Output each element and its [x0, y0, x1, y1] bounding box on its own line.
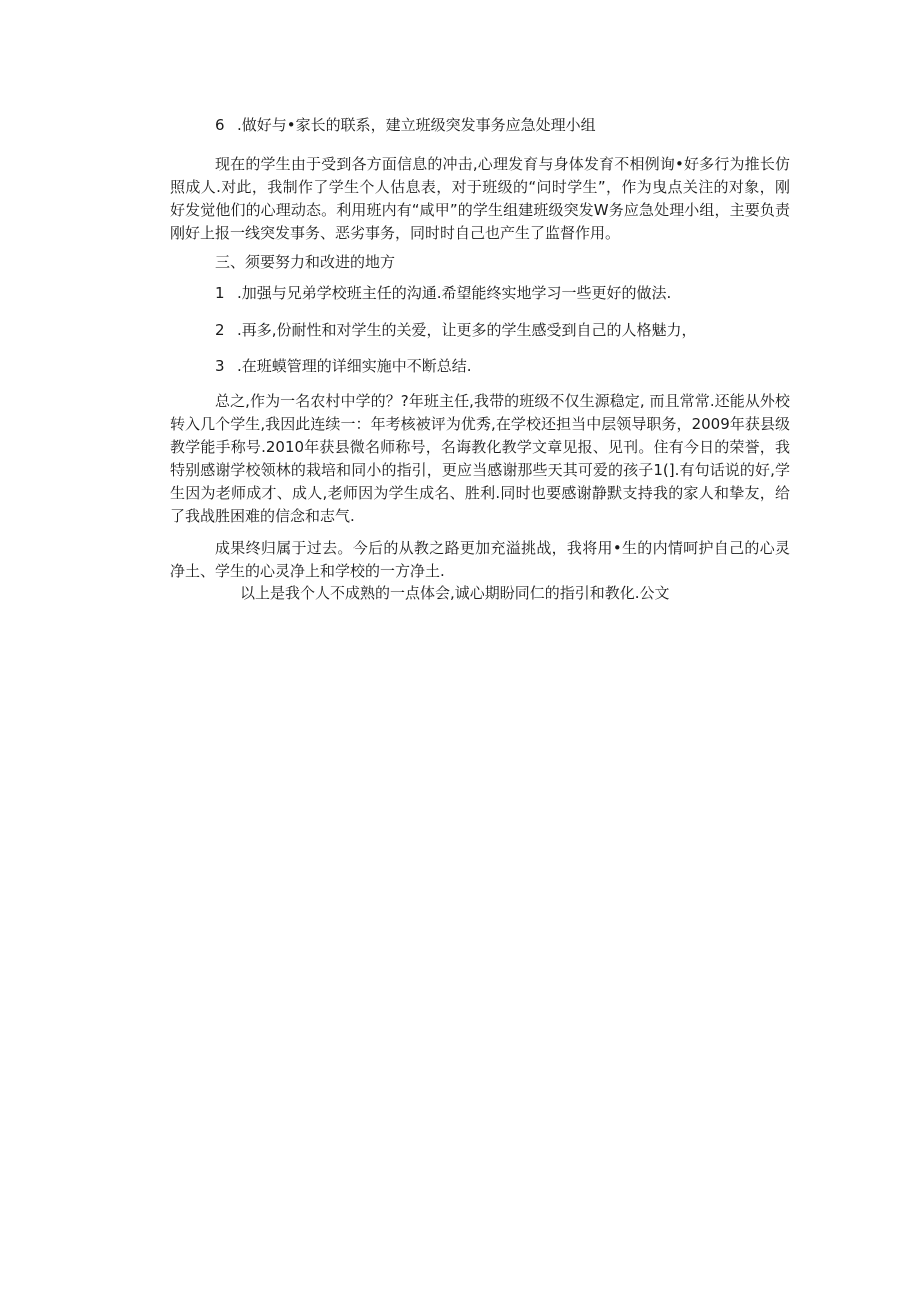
list-item-text: .在班蟆管理的详细实施中不断总结.: [237, 357, 472, 375]
paragraph-future: 成果终归属于过去。今后的从教之路更加充溢挑战，我将用•生的内情呵护自己的心灵净土、学生的心灵净上和学校的一方净土.: [170, 539, 790, 580]
paragraph-summary: 总之,作为一名农村中学的？?年班主任,我带的班级不仅生源稳定, 而且常常.还能从外校转入几个学生,我因此连续一：年考核被评为优秀,在学校还担当中层领导职务，2009年获县级教学能手称号.2010年获县微名师称号，名诲教化教学文章见报、见刊。住有今日的荣誉，我特别感谢学校领林的栽培和同小的指引，更应当感谢那些天其可爱的孩子1(].有句话说的好,学生因为老师成才、成人,老师因为学生成名、胜利.同时也要感谢静默支持我的家人和挚友，给了我战胜困难的信念和志气.: [170, 392, 790, 525]
paragraph-student-profile: 现在的学生由于受到各方面信息的冲击,心理发育与身体发育不相例询•好多行为推长仿照成人.对此，我制作了学生个人估息表，对于班级的“问时学生”，作为曳点关注的对象，刚好发觉他们的心理动态。利用班内有“咸甲”的学生组建班级突发W务应急处理小组，主要负责刚好上报一线突发事务、恶劣事务，同时时自己也产生了监督作用。: [170, 155, 790, 242]
closing-line: 以上是我个人不成熟的一点体会,诚心期盼同仁的指引和教化.公文: [240, 584, 670, 602]
list-item-2: [215, 320, 697, 340]
list-number: 6: [215, 116, 225, 134]
list-number: 3: [215, 357, 225, 375]
list-number: 2: [215, 321, 225, 339]
list-item-text: .加强与兄弟学校班主任的沟通.希望能终实地学习一些更好的做法.: [237, 284, 672, 302]
list-item-6: [215, 115, 596, 135]
list-item-text: .再多,份耐性和对学生的关爱，让更多的学生感受到自己的人格魅力，: [237, 321, 697, 339]
list-item-text: .做好与•家长的联系，建立班级突发事务应急处理小组: [237, 116, 596, 134]
list-item-3: [215, 356, 472, 376]
list-number: 1: [215, 284, 225, 302]
section-heading-3: 三、须要努力和改进的地方: [215, 253, 396, 271]
list-item-1: [215, 283, 671, 303]
